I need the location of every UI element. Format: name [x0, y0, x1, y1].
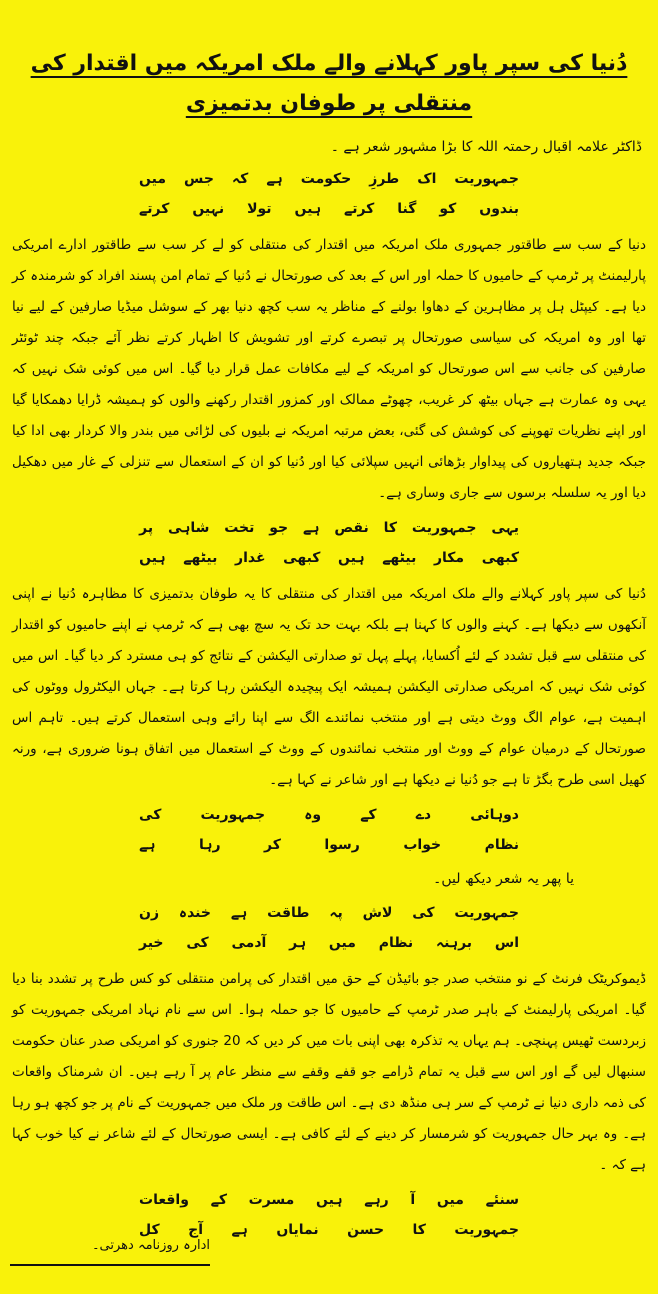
verse-word: کر	[264, 837, 281, 853]
verse-word: ہے	[231, 1222, 248, 1238]
verse-word: شاہی	[167, 520, 210, 536]
verse-word: طاقت	[267, 905, 310, 921]
note-line: یا پھر یہ شعر دیکھ لیں۔	[433, 871, 574, 887]
couplet-3	[12, 800, 646, 860]
verse-line	[139, 1185, 519, 1215]
verse-word: کرتے	[139, 201, 170, 217]
verse-line	[139, 194, 519, 224]
verse-word: ہے	[139, 837, 156, 853]
verse-word: میں	[436, 1192, 464, 1208]
verse-word: کی	[186, 935, 209, 951]
verse-line	[139, 928, 519, 958]
verse-word: ہے	[230, 905, 248, 921]
verse-word: کے	[360, 807, 377, 823]
verse-word: نظام	[378, 935, 414, 951]
verse-line	[139, 898, 519, 928]
verse-word: رسوا	[324, 837, 360, 853]
verse-word: کرتے	[344, 201, 375, 217]
verse-word: رہا	[198, 837, 221, 853]
verse-word: رہے	[364, 1192, 389, 1208]
paragraph-3: ڈیموکریٹک فرنٹ کے نو منتخب صدر جو بائیڈن کے حق میں اقتدار کی پرامن منتقلی کو کس طرح پر تشدد بنا دیا گیا۔ امریکی پارلیمنٹ کے باہر صدر ٹرمپ کے حامیوں کا جو حملہ ہوا۔ اس سے نام نہاد امریکی جمہوریت کو زبردست ٹھیس پہنچی۔ ہم یہاں یہ تذکرہ بھی اپنی بات میں کر دیں کہ 20 جنوری کو امریکی صدر عنان حکومت سنبھال لیں گے اور اس سے قبل یہ تمام ڈرامے جو قفے وقفے سے منظر عام پر آ رہے ہیں۔ ان شرمناک واقعات کی ذمہ داری دنیا نے ٹرمپ کے سر ہی منڈھ دی ہے۔ اس طاقت ور ملک میں جمہوریت کے نام پر جو کچھ ہو رہا ہے۔ وہ بہر حال جمہوریت کو شرمسار کر دینے کے لئے کافی ہے۔ ایسی صورتحال کے لئے شاعر نے کیا خوب کہا ہے کہ ۔	[12, 971, 646, 1173]
verse-word: نظام	[484, 837, 519, 853]
verse-word: کا	[412, 1222, 426, 1238]
verse-word: تخت	[224, 520, 255, 536]
verse-word: سنئے	[485, 1192, 519, 1208]
couplet-4	[12, 898, 646, 958]
verse-word: برہنہ	[435, 935, 473, 951]
verse-word: گنا	[397, 201, 417, 217]
article-title: دُنیا کی سپر پاور کہلانے والے ملک امریکہ میں اقتدار کی منتقلی پر طوفان بدتمیزی	[30, 51, 628, 116]
couplet-1	[12, 164, 646, 224]
verse-word: دے	[415, 807, 432, 823]
verse-word: آ	[410, 1192, 416, 1208]
verse-line	[139, 800, 519, 830]
verse-word: میں	[328, 935, 356, 951]
verse-word: جمہوریت	[454, 171, 519, 187]
verse-line	[139, 830, 519, 860]
verse-word: واقعات	[139, 1192, 189, 1208]
signature: ادارہ روزنامہ دھرتی۔	[10, 1232, 210, 1266]
verse-word: ہیں	[316, 1192, 343, 1208]
verse-word: مکار	[433, 550, 465, 566]
verse-word: میں	[139, 171, 167, 187]
signature-block	[10, 1232, 210, 1266]
verse-word: کبھی	[283, 550, 321, 566]
verse-word: جمہوریت	[411, 520, 477, 536]
verse-word: نہیں	[192, 201, 225, 217]
verse-word: نقص	[334, 520, 369, 536]
verse-line	[139, 543, 519, 573]
verse-word: خیر	[139, 935, 164, 951]
verse-word: کی	[412, 905, 435, 921]
verse-word: ہیں	[294, 201, 322, 217]
verse-word: کا	[383, 520, 398, 536]
verse-word: آدمی	[231, 935, 267, 951]
verse-word: کی	[139, 807, 162, 823]
verse-word: کو	[439, 201, 457, 217]
verse-word: غدار	[235, 550, 266, 566]
verse-word: جس	[184, 171, 214, 187]
verse-word: کل	[139, 1222, 160, 1238]
verse-word: حکومت	[300, 171, 352, 187]
verse-word: یہی	[491, 520, 519, 536]
verse-word: آج	[188, 1222, 204, 1238]
verse-word: پر	[139, 520, 154, 536]
verse-word: لاش	[362, 905, 393, 921]
verse-word: خندہ	[178, 905, 211, 921]
verse-word: وہ	[304, 807, 322, 823]
paragraph-2: دُنیا کی سپر پاور کہلانے والے ملک امریکہ میں اقتدار کی منتقلی کا یہ طوفان بدتمیزی کا مظاہرہ دُنیا نے اپنی آنکھوں سے دیکھا ہے۔ کہنے والوں کا کہنا ہے بلکہ بہت حد تک یہ سچ بھی ہے کہ ٹرمپ نے اپنے حامیوں کو اقتدار کی منتقلی سے قبل تشدد کے لئے اُکسایا، پہلے پہل تو صدارتی الیکشن کے نتائج کو ہی مسترد کر دیا گیا۔ اس میں کوئی شک نہیں کہ امریکی صدارتی الیکشن ہمیشہ ایک پیچیدہ الیکشن رہا کرتا ہے۔ جہاں الیکٹرول ووٹوں کی اہمیت ہے، عوام الگ ووٹ دیتی ہے اور منتخب نمائندے الگ سے اپنا رائے وہی استعمال کرتے ہیں۔ تاہم اس صورتحال کے درمیان عوام کے ووٹ اور منتخب نمائندوں کے ووٹ کے استعمال میں اتفاق ہونا ضروری ہے، ورنہ کھیل اسی طرح بگڑ تا ہے جو دُنیا نے دیکھا ہے اور شاعر نے کہا ہے۔	[12, 586, 646, 788]
verse-word: ہے	[303, 520, 320, 536]
verse-word: خواب	[403, 837, 442, 853]
verse-word: کہ	[231, 171, 249, 187]
verse-word: مسرت	[248, 1192, 295, 1208]
verse-word: جو	[269, 520, 289, 536]
verse-word: بیٹھے	[382, 550, 417, 566]
verse-word: کبھی	[481, 550, 519, 566]
paragraph-1: دنیا کے سب سے طاقتور جمہوری ملک امریکہ میں اقتدار کی منتقلی کو لے کر سب سے طاقتور ادارے امریکی پارلیمنٹ پر ٹرمپ کے حامیوں کا حملہ اور اس کے بعد کی صورتحال نے دُنیا کے تمام امن پسند افراد کو شرمندہ کر دیا ہے۔ کیپٹل ہل پر مظاہرین کے دھاوا بولنے کے مناظر یہ سب کچھ دنیا بھر کے سوشل میڈیا صارفین کے لیے نیا تھا اور وہ امریکہ کی سیاسی صورتحال پر تبصرے کرتے اور تشویش کا اظہار کرتے نظر آئے جبکہ چند ٹوئٹر صارفین کی جانب سے اس صورتحال کو امریکہ کے لیے مکافات عمل قرار دیا گیا۔ اس میں کوئی شک نہیں کہ یہی وہ عمارت ہے جہاں بیٹھ کر غریب، چھوٹے ممالک اور کمزور اقتدار رکھنے والوں کو ہمیشہ ڈرایا دھمکایا گیا اور اپنے نظریات تھوپنے کی کوشش کی گئی، بعض مرتبہ امریکہ نے بلیوں کی لڑائی میں بندر والا کردار بھی ادا کیا جبکہ جدید ہتھیاروں کی پیداوار بڑھائی انہیں سپلائی کیا اور دُنیا کو ان کے استعمال سے تنزلی کے غار میں دھکیل دیا اور یہ سلسلہ برسوں سے جاری وساری ہے۔	[12, 237, 646, 501]
verse-word: زن	[139, 905, 160, 921]
verse-word: طرزِ	[369, 171, 400, 187]
verse-word: ہیں	[338, 550, 365, 566]
verse-word: جمہوریت	[454, 905, 519, 921]
verse-word: حسن	[347, 1222, 385, 1238]
verse-line	[139, 164, 519, 194]
verse-word: بندوں	[479, 201, 519, 217]
verse-line	[139, 513, 519, 543]
verse-word: کے	[210, 1192, 227, 1208]
verse-word: جمہوریت	[454, 1222, 519, 1238]
verse-word: پہ	[329, 905, 343, 921]
verse-word: ہیں	[139, 550, 166, 566]
intro-line: ڈاکٹر علامہ اقبال رحمتہ اللہ کا بڑا مشہور شعر ہے ۔	[330, 139, 642, 155]
verse-word: اس	[494, 935, 519, 951]
verse-word: جمہوریت	[200, 807, 266, 823]
verse-word: تولا	[247, 201, 272, 217]
verse-word: نمایاں	[276, 1222, 319, 1238]
verse-word: دوہائی	[470, 807, 519, 823]
verse-word: ہر	[289, 935, 307, 951]
couplet-2	[12, 513, 646, 573]
verse-word: ہے	[266, 171, 283, 187]
verse-word: اک	[417, 171, 437, 187]
verse-word: بیٹھے	[183, 550, 218, 566]
